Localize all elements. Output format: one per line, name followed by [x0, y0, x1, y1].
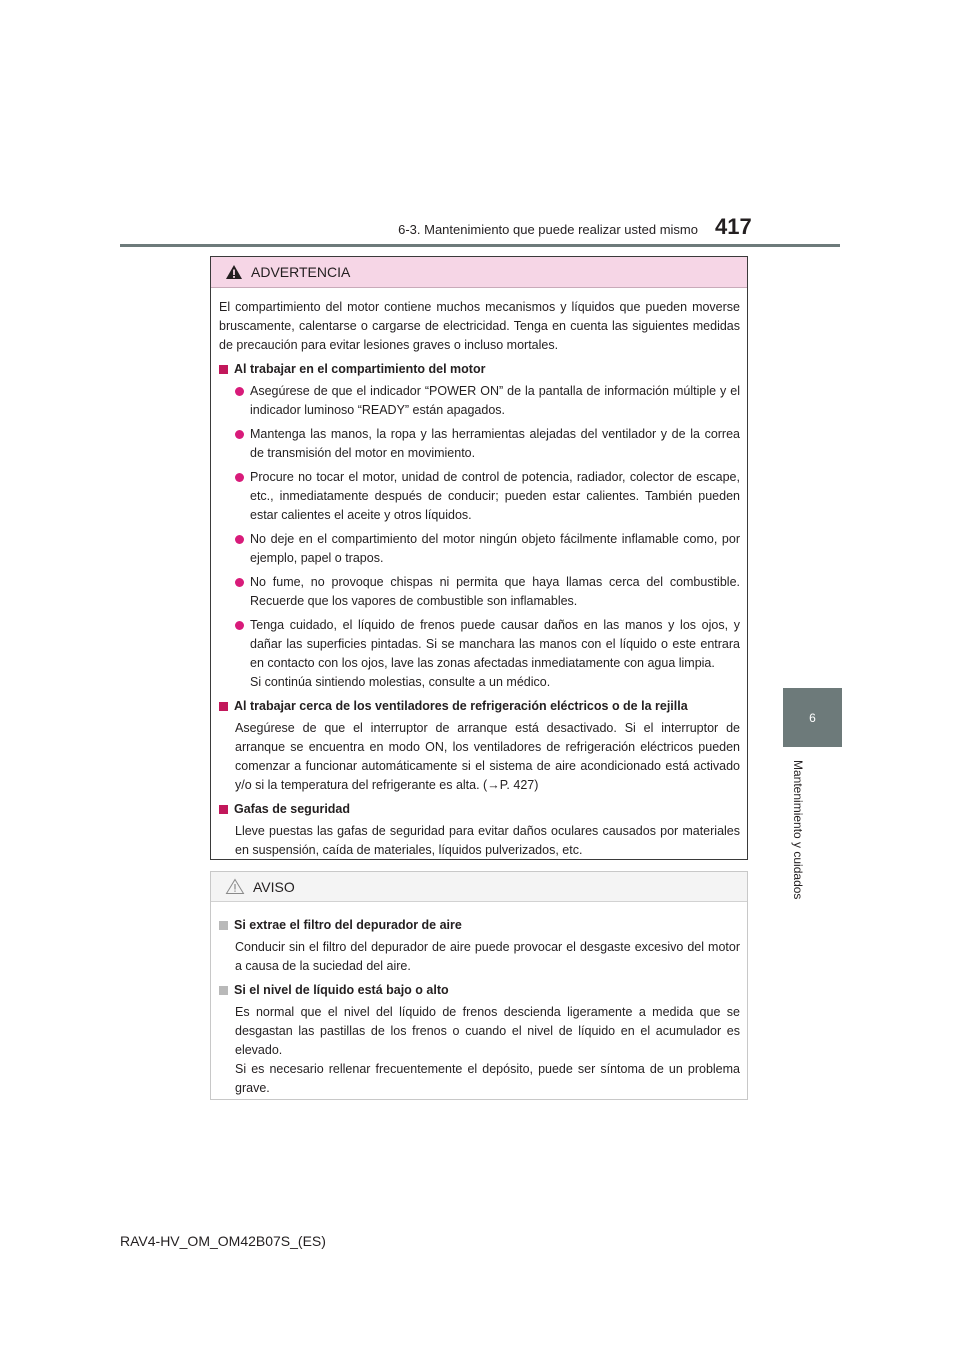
section-text-line: Si es necesario rellenar frecuentemente el depósito, puede ser síntoma de un problema grave.: [235, 1062, 740, 1095]
section-title-text: Al trabajar en el compartimiento del motor: [234, 362, 486, 376]
section-title-text: Gafas de seguridad: [234, 802, 351, 816]
footer-document-code: RAV4-HV_OM_OM42B07S_(ES): [120, 1233, 326, 1249]
section-title: [219, 916, 740, 935]
list-item-text: No deje en el compartimiento del motor ningún objeto fácilmente inflamable como, por ejemplo, papel o trapos.: [250, 532, 740, 565]
chapter-tab: 6: [783, 688, 842, 747]
page-number: 417: [715, 214, 752, 239]
notice-title: AVISO: [253, 878, 295, 895]
section-title: [219, 697, 740, 716]
circle-bullet-icon: [235, 387, 244, 396]
list-item: [219, 425, 740, 463]
circle-bullet-icon: [235, 621, 244, 630]
list-item: [219, 530, 740, 568]
notice-header: [211, 872, 747, 902]
square-bullet-icon: [219, 365, 228, 374]
caution-triangle-icon: [225, 878, 245, 895]
warning-box: [210, 256, 748, 860]
list-item: [219, 616, 740, 692]
chapter-tab-label: Mantenimiento y cuidados: [791, 760, 805, 900]
warning-body: [211, 288, 747, 860]
header-rule: [120, 244, 840, 247]
section-title: [219, 360, 740, 379]
square-bullet-icon: [219, 986, 228, 995]
section-text: Conducir sin el filtro del depurador de aire puede provocar el desgaste excesivo del motor a causa de la suciedad del aire.: [235, 940, 740, 973]
warning-intro: El compartimiento del motor contiene muchos mecanismos y líquidos que pueden moverse bruscamente, calentarse o cargarse de electricidad. Tenga en cuenta las siguientes medidas de precaución para evitar lesiones graves o incluso mortales.: [219, 300, 740, 352]
section-text: Lleve puestas las gafas de seguridad para evitar daños oculares causados por materiales en suspensión, caída de materiales, líquidos pulverizados, etc.: [235, 824, 740, 857]
square-bullet-icon: [219, 805, 228, 814]
section-title: [219, 981, 740, 1000]
list-item-text: Asegúrese de que el indicador “POWER ON” de la pantalla de información múltiple y el indicador luminoso “READY” están apagados.: [250, 384, 740, 417]
section-title-text: Al trabajar cerca de los ventiladores de refrigeración eléctricos o de la rejilla: [234, 699, 688, 713]
circle-bullet-icon: [235, 473, 244, 482]
list-item-text: Mantenga las manos, la ropa y las herramientas alejadas del ventilador y de la correa de transmisión del motor en movimiento.: [250, 427, 740, 460]
square-bullet-icon: [219, 921, 228, 930]
section-title-text: Si extrae el filtro del depurador de aire: [234, 918, 462, 932]
warning-header: [211, 257, 747, 288]
list-item-line: Tenga cuidado, el líquido de frenos puede causar daños en las manos y los ojos, y dañar las superficies pintadas. Si se manchara las manos con el líquido o este entrara en contacto con los ojos, lave las zonas afectadas inmediatamente con agua limpia.: [250, 618, 740, 670]
warning-triangle-icon: [225, 264, 243, 280]
section-text: [219, 1003, 740, 1098]
list-item-line: Si continúa sintiendo molestias, consulte a un médico.: [250, 675, 551, 689]
warning-title: ADVERTENCIA: [251, 264, 351, 280]
list-item: [219, 382, 740, 420]
list-item-text: [250, 616, 740, 692]
section-header-title: 6-3. Mantenimiento que puede realizar usted mismo: [398, 222, 698, 237]
notice-box: [210, 871, 748, 1100]
section-title: [219, 800, 740, 819]
notice-body: [211, 902, 747, 1098]
list-item-text: No fume, no provoque chispas ni permita que haya llamas cerca del combustible. Recuerde que los vapores de combustible son inflamables.: [250, 575, 740, 608]
square-bullet-icon: [219, 702, 228, 711]
circle-bullet-icon: [235, 535, 244, 544]
list-item: [219, 573, 740, 611]
section-text-line: Es normal que el nivel del líquido de frenos descienda ligeramente a medida que se desgastan las pastillas de los frenos o cuando el nivel de líquido en el acumulador es elevado.: [235, 1005, 740, 1057]
list-item-text: Procure no tocar el motor, unidad de control de potencia, radiador, colector de escape, etc., inmediatamente después de conducir; pueden estar calientes. También pueden estar calientes el aceite y otros líquidos.: [250, 470, 740, 522]
section-text: Asegúrese de que el interruptor de arranque está desactivado. Si el interruptor de arranque se encuentra en modo ON, los ventiladores de refrigeración eléctricos pueden comenzar a funcionar automáticamente si el sistema de aire acondicionado está activado y/o si la temperatura del refrigerante es alta. (→P. 427): [235, 721, 740, 792]
circle-bullet-icon: [235, 578, 244, 587]
section-title-text: Si el nivel de líquido está bajo o alto: [234, 983, 449, 997]
circle-bullet-icon: [235, 430, 244, 439]
list-item: [219, 468, 740, 525]
